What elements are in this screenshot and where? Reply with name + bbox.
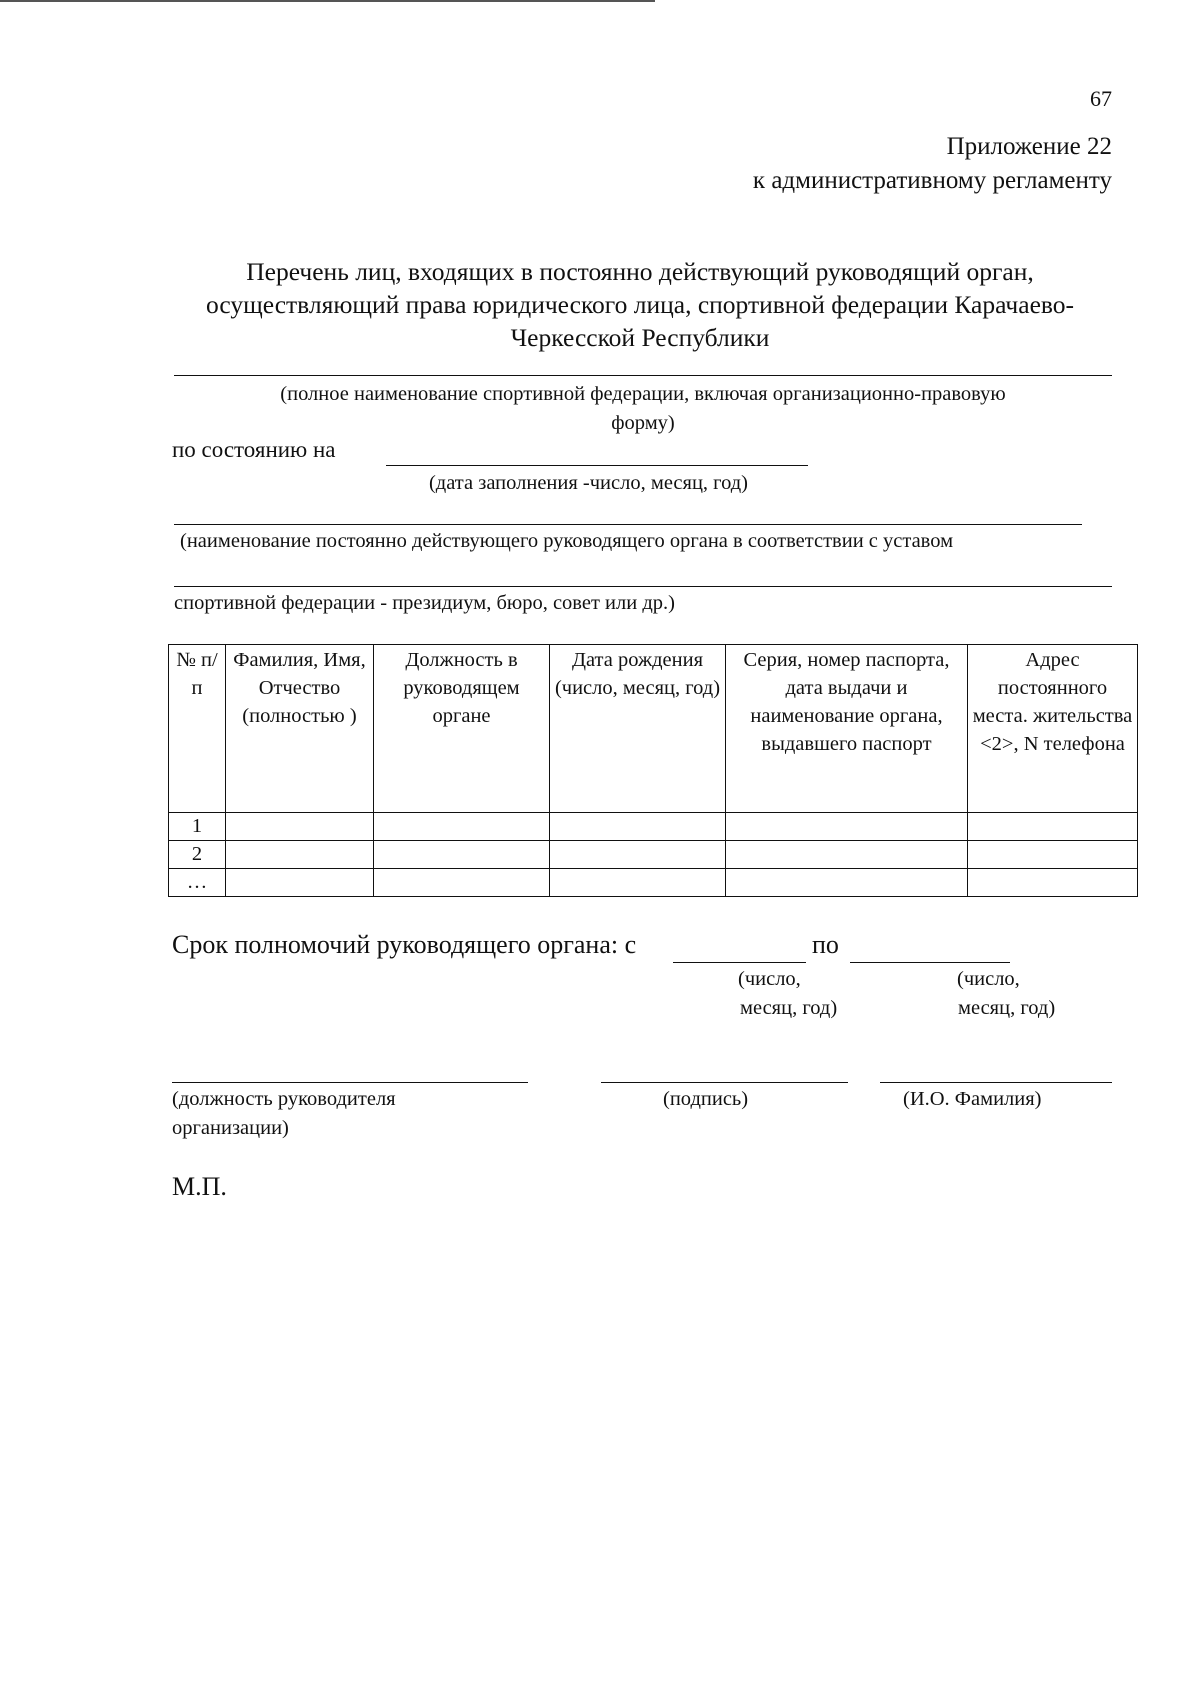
cell-passport[interactable] [726,869,968,897]
term-to-caption-2: месяц, год) [958,997,1056,1019]
header-address: Адрес постоянного места. жительства <2>, N телефона [968,645,1138,813]
federation-name-caption [174,380,1112,438]
cell-address[interactable] [968,869,1138,897]
members-table [168,644,1138,897]
appendix-heading [753,130,1112,198]
header-number: № п/п [169,645,226,813]
row-number: 1 [169,813,226,841]
cell-full-name[interactable] [226,869,374,897]
table-row [169,869,1138,897]
title-line-2: осуществляющий права юридического лица, спортивной федерации Карачаево- [206,290,1074,319]
cell-position[interactable] [374,813,550,841]
cell-passport[interactable] [726,813,968,841]
cell-address[interactable] [968,841,1138,869]
term-from-field[interactable] [673,962,806,963]
head-position-caption-2: организации) [172,1117,289,1139]
cell-position[interactable] [374,841,550,869]
governing-body-line[interactable] [174,524,1082,525]
signature-caption: (подпись) [663,1088,749,1110]
cell-birth-date[interactable] [550,841,726,869]
header-full-name: Фамилия, Имя, Отчество (полностью ) [226,645,374,813]
table-row [169,813,1138,841]
status-date-caption: (дата заполнения -число, месяц, год) [428,472,748,494]
full-name-field[interactable] [880,1082,1112,1083]
cell-birth-date[interactable] [550,869,726,897]
head-position-field[interactable] [172,1082,528,1083]
term-to-label: по [812,930,839,959]
cell-full-name[interactable] [226,841,374,869]
header-position: Должность в руководящем органе [374,645,550,813]
status-date-field[interactable] [386,465,808,466]
table-header-row [169,645,1138,813]
appendix-line-1: Приложение 22 [946,133,1112,160]
appendix-line-2: к административному регламенту [752,167,1112,194]
term-from-caption-2: месяц, год) [740,997,838,1019]
cell-full-name[interactable] [226,813,374,841]
federation-caption-line-2: форму) [611,412,675,434]
title-line-3: Черкесской Республики [510,323,770,352]
scan-top-edge [0,0,655,2]
header-birth-date: Дата рождения (число, месяц, год) [550,645,726,813]
table-row [169,841,1138,869]
document-title [170,255,1110,354]
cell-passport[interactable] [726,841,968,869]
cell-position[interactable] [374,869,550,897]
page-number: 67 [1090,86,1112,111]
cell-birth-date[interactable] [550,813,726,841]
row-number: … [169,869,226,897]
term-to-caption-1: (число, [957,968,1020,990]
governing-body-caption-2: спортивной федерации - президиум, бюро, совет или др.) [174,592,675,614]
head-position-caption-1: (должность руководителя [172,1088,396,1110]
federation-caption-line-1: (полное наименование спортивной федерации, включая организационно-правовую [280,383,1006,405]
governing-body-line-2[interactable] [174,586,1112,587]
federation-name-line[interactable] [174,375,1112,376]
full-name-caption: (И.О. Фамилия) [903,1088,1042,1110]
seal-placeholder: М.П. [172,1172,227,1201]
term-to-field[interactable] [850,962,1010,963]
header-passport: Серия, номер паспорта, дата выдачи и наименование органа, выдавшего паспорт [726,645,968,813]
title-line-1: Перечень лиц, входящих в постоянно действующий руководящий орган, [246,257,1034,286]
governing-body-caption-1: (наименование постоянно действующего руководящего органа в соответствии с уставом [180,530,954,552]
term-from-caption-1: (число, [738,968,801,990]
row-number: 2 [169,841,226,869]
term-label: Срок полномочий руководящего органа: с [172,930,637,959]
cell-address[interactable] [968,813,1138,841]
status-date-label: по состоянию на [172,437,336,462]
signature-field[interactable] [601,1082,848,1083]
